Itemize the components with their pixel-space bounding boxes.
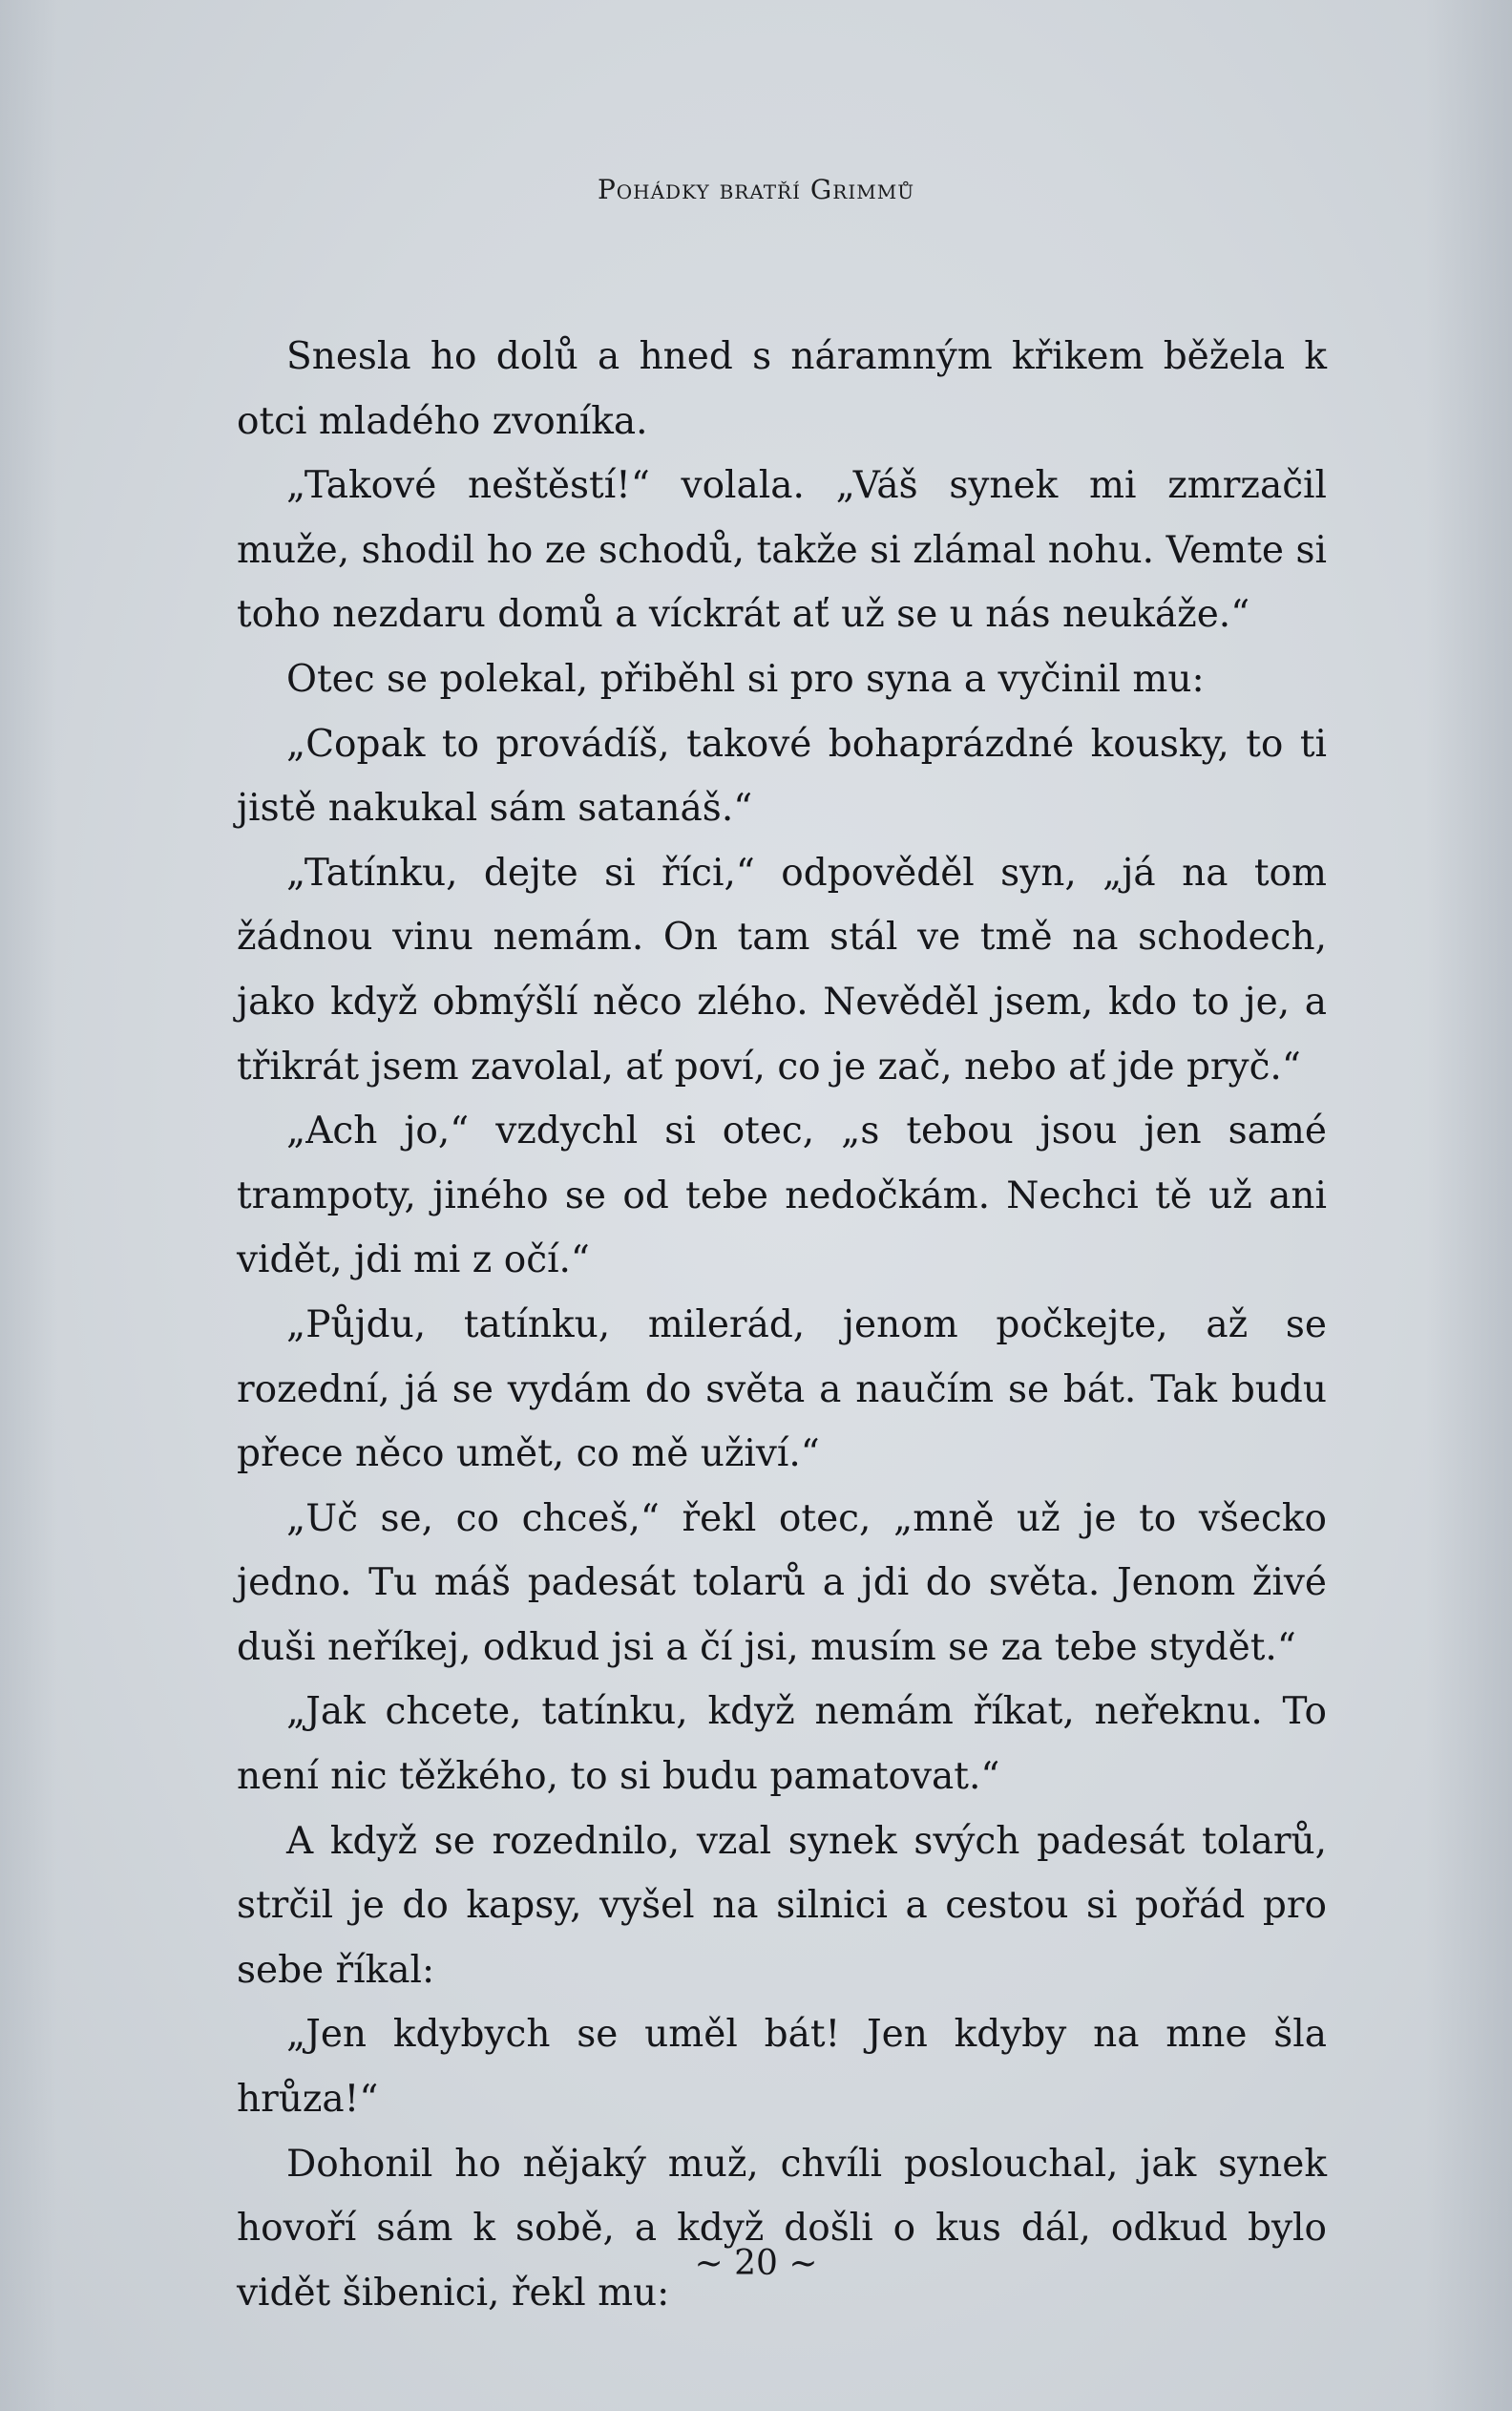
paragraph: „Tatínku, dejte si říci,“ odpověděl syn, „já na tom žádnou vinu nemám. On tam stál ve tmě na schodech, jako když obmýšlí něco zlého. Nevěděl jsem, kdo to je, a třikrát jsem zavolal, ať poví, co je zač, nebo ať jde pryč.“ bbox=[237, 851, 1327, 1089]
page-number: ~ 20 ~ bbox=[694, 2244, 818, 2283]
paragraph: „Uč se, co chceš,“ řekl otec, „mně už je to všecko jedno. Tu máš padesát tolarů a jdi do světa. Jenom živé duši neříkej, odkud jsi a čí jsi, musím se za tebe stydět.“ bbox=[237, 1496, 1327, 1669]
paragraph: A když se rozednilo, vzal synek svých padesát tolarů, strčil je do kapsy, vyšel na silnici a cestou si pořád pro sebe říkal: bbox=[237, 1819, 1327, 1992]
paragraph: „Takové neštěstí!“ volala. „Váš synek mi zmrzačil muže, shodil ho ze schodů, takže si zlámal nohu. Vemte si toho nezdaru domů a víckrát ať už se u nás neukáže.“ bbox=[237, 464, 1327, 637]
body-text bbox=[237, 325, 1327, 2325]
paragraph: „Copak to provádíš, takové bohaprázdné kousky, to ti jistě nakukal sám satanáš.“ bbox=[237, 722, 1327, 831]
paragraph: Dohonil ho nějaký muž, chvíli poslouchal, jak synek hovoří sám k sobě, a když došli o kus dál, odkud bylo vidět šibenici, řekl mu: bbox=[237, 2142, 1327, 2315]
paragraph: „Půjdu, tatínku, milerád, jenom počkejte, až se rozední, já se vydám do světa a naučím se bát. Tak budu přece něco umět, co mě uživí.“ bbox=[237, 1302, 1327, 1476]
running-head-title: Pohádky bratří Grimmů bbox=[597, 174, 915, 205]
paragraph: Otec se polekal, přiběhl si pro syna a vyčinil mu: bbox=[286, 657, 1205, 701]
paragraph: Snesla ho dolů a hned s náramným křikem běžela k otci mladého zvoníka. bbox=[237, 335, 1327, 443]
paragraph: „Jak chcete, tatínku, když nemám říkat, neřeknu. To není nic těžkého, to si budu pamatovat.“ bbox=[237, 1690, 1327, 1799]
paragraph: „Jen kdybych se uměl bát! Jen kdyby na mne šla hrůza!“ bbox=[237, 2013, 1327, 2122]
paragraph: „Ach jo,“ vzdychl si otec, „s tebou jsou jen samé trampoty, jiného se od tebe nedočkám. Nechci tě už ani vidět, jdi mi z očí.“ bbox=[237, 1110, 1327, 1282]
